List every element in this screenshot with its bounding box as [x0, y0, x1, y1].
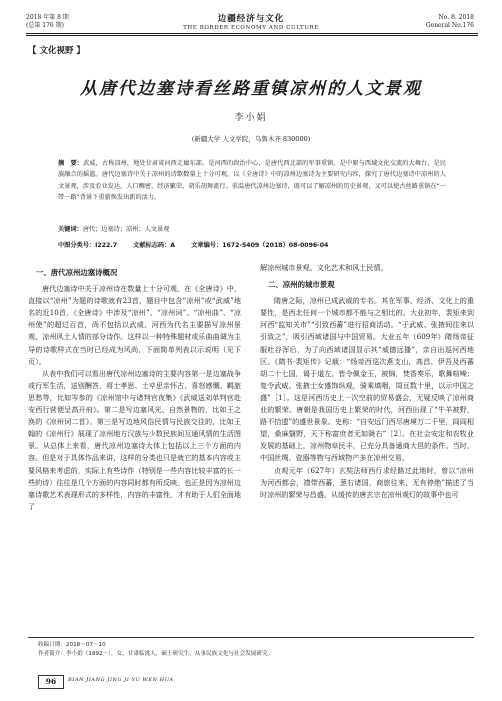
body-column-right — [260, 262, 474, 501]
journal-title-cn: 边疆经济与文化 — [217, 14, 285, 24]
running-footer: BIAN JIANG JING JI YU WEN HUA — [68, 677, 174, 683]
issue-number-en: No. 8. 2018 — [438, 14, 474, 21]
header-rule-thin — [26, 35, 478, 36]
document-code: 文献标志码：A — [133, 242, 176, 249]
received-date: 收稿日期：2018－07－10 — [38, 642, 106, 648]
paragraph: 隋唐之际，凉州已成武威的专名。其在军事、经济、文化上的重要性，是西北任何一个城市都不能与之相比的。大业初年，裴矩来到河西“监知关市”“引致西蕃”进行招商活动。“于武威、张掖间往来以引致之”，吸引西域诸国与中国贸易。大业五年（609年）隋炀帝征服吐谷浑后，为了向西域诸国显示其“威德远播”，亲自出巡河西地区。《隋书·裴矩传》记载：“炀帝西巡次燕支山，高昌、伊吾及西蕃胡二十七国，谒于道左。皆令佩金玉，被锦，焚香奏乐，歌舞喧噪；复令武威、张掖士女盛饰纵观，骑乘填咽，周亘数十里，以示中国之盛”［1］。这是河西历史上一次空前的贸易盛会，无疑反映了凉州商业的繁荣。唐朝是我国历史上繁荣的时代，河西出现了“牛羊被野，路不拾遗”的盛世景象。史称：“自安远门西尽唐境万二千里，闾阎相望，桑麻翳野，天下称富庶者无如陇右”［2］。在社会安定和农牧业发展的基础上，凉州物阜民丰，已充分具备通商大邑的条件。当时，中国丝绸、瓷器等物与西域物产多在凉州交易。 — [260, 296, 474, 463]
paragraph-continued: 解凉州城市景观、文化艺术和风土民情。 — [260, 263, 388, 272]
paragraph: 贞观元年（627年）玄奘法师西行求经路过此地时，曾以“凉州为河西都会，襟带西蕃，葱右诸国，商旅往来，无有停绝”描述了当时凉州的繁荣与昌盛。从缓传的唐玄宗在凉州观灯的故事中也可 — [260, 465, 474, 499]
paragraph: 唐代边塞诗中关于凉州诗在数量上十分可观，在《全唐诗》中，直接以“凉州”为题的诗歌就有23首，题目中包含“凉州”或“武威”地名的近10首，《全唐诗》中涉及“凉州”、“凉州词”、“凉州曲”、“凉州使”的超过百首，尚不包括以武威、河西为代名主要描写凉州景观、凉州风土人情的部分诗作。这样以一种特殊题材或乐曲曲调为主导的诗歌样式在当时已经成为风尚，下面简单列表以示说明（见下页）。 — [28, 284, 241, 366]
paragraph: 从表中我们可以看出唐代凉州边塞诗的主要内容第一是边塞战争或行军生活，送别酬答，将士孝思、士卒思亲怀古、喜怒感慨、羁旅思愁等，比如岑参的《凉州馆中与诸判官夜集》《武威送刘单判官赴安西行营便呈高开府》。第二是写边塞风光、自然景物的，比如王之涣的《凉州词二首》。第三是写边地风俗民情与民族交往的，比如王翰的《凉州行》展现了凉州地方汉族与少数民族间互通风情的生活图景。从总体上来看，唐代凉州边塞诗大体上包括以上三个方面的内容。但是对于具体作品来讲，这样的分类也只是就它的基本内容或主要风格来考虑的，实际上有些诗作（特别是一些内容比较丰富的长一些的诗）往往是几个方面的内容同时都有所反映。也正是因为凉州边塞诗歌艺术表现形式的多样性，内容的丰富性，才有助于人们全面地了 — [28, 368, 241, 511]
author-affiliation: (新疆大学 人文学院，乌鲁木齐 830000) — [191, 135, 311, 143]
section-heading-2: 二、凉州的城市景观 — [268, 280, 335, 290]
clc-number: 中图分类号：I222.7 — [58, 242, 117, 249]
abstract — [58, 158, 446, 204]
keywords-label: 关键词： — [58, 226, 83, 233]
article-title: 从唐代边塞诗看丝路重镇凉州的人文景观 — [80, 79, 422, 99]
author-bio: 作者简介：李小娟（1992－），女，甘肃临洮人，硕士研究生，从事民族文化与社会发展研究。 — [38, 651, 274, 657]
issue-number: 2018 年第 8 期 — [26, 14, 69, 21]
abstract-label: 摘 要： — [58, 160, 84, 167]
header-general — [426, 14, 474, 30]
page-number: 96 — [38, 675, 64, 689]
header-rule-thick — [26, 33, 478, 34]
journal-title-en: THE BORDER ECONOMY AND CULTURE — [183, 25, 319, 31]
classification-meta — [58, 240, 458, 249]
author-name: 李小娟 — [234, 113, 268, 123]
keywords — [58, 224, 446, 233]
footnote — [38, 641, 468, 659]
column-tag: 【 文化视野 】 — [28, 46, 85, 56]
article-number: 文章编号：1672-5409（2018）08-0096-04 — [191, 242, 329, 249]
body-column-left — [28, 262, 241, 513]
footnote-rule — [28, 637, 474, 638]
abstract-text: 武威，古称凉州，地处甘肃省河西走廊东部，是河西的政治中心，是唐代西北部的军事重镇，是中原与西域文化交流的大舞台，是民族融合的摇篮。唐代边塞诗中关于凉州的诗歌数量上十分可观，以《全唐诗》中的凉州边塞诗为主要研究内容，探究了唐代边塞诗中凉州的人文景观，涉及农业发达，人口稠密，经济繁荣，胡乐胡舞流行。重温唐代凉州边塞诗，既可以了解凉州的历史景观，又可以使古丝路重镇在“一带一路”背景下重新焕发出新的活力。 — [58, 160, 447, 202]
issue-total: (总第 176 期) — [26, 22, 64, 29]
section-heading-1: 一、唐代凉州边塞诗概况 — [36, 268, 118, 277]
general-number-en: General No.176 — [425, 22, 474, 29]
keywords-text: 唐代；边塞诗；凉州；人文景观 — [82, 226, 170, 233]
